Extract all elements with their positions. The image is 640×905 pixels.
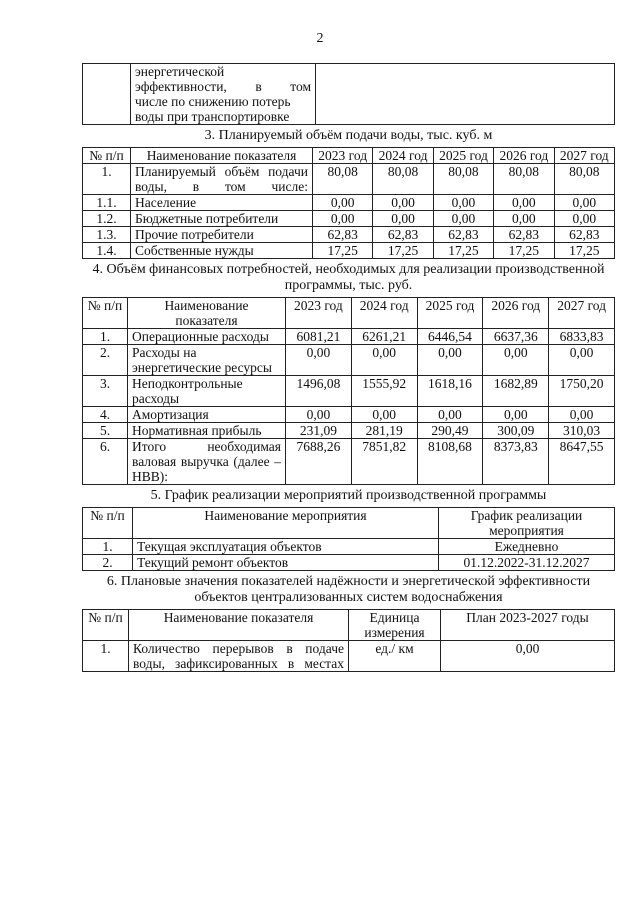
row-number: 1.1. [83, 195, 131, 211]
value-cell: 62,83 [433, 227, 493, 243]
table-row [83, 407, 615, 423]
value-cell: 0,00 [417, 407, 483, 423]
column-header: Единица измерения [349, 610, 441, 641]
table-row [83, 539, 615, 555]
value-cell: 310,03 [549, 423, 615, 439]
value-cell: 17,25 [494, 243, 554, 259]
unit-cell: ед./ км [349, 641, 441, 672]
financial-needs-table [82, 297, 615, 485]
value-cell: 300,09 [483, 423, 549, 439]
fragment-line: энергетической [135, 64, 225, 79]
water-supply-table [82, 147, 615, 259]
value-cell: 17,25 [554, 243, 614, 259]
table-row [83, 164, 615, 195]
top-fragment-table [82, 63, 615, 125]
value-cell: 6446,54 [417, 329, 483, 345]
column-header: График реализации мероприятия [439, 508, 615, 539]
value-cell: 80,08 [313, 164, 373, 195]
value-cell: 1682,89 [483, 376, 549, 407]
value-cell: 0,00 [554, 195, 614, 211]
row-number: 1. [83, 539, 133, 555]
value-cell: 0,00 [433, 211, 493, 227]
value-cell: 0,00 [441, 641, 615, 672]
row-number: 1.4. [83, 243, 131, 259]
value-cell: 6637,36 [483, 329, 549, 345]
column-header: Наименование показателя [131, 148, 313, 164]
value-cell: 290,49 [417, 423, 483, 439]
column-header: 2024 год [351, 298, 417, 329]
value-cell: 0,00 [483, 345, 549, 376]
table-row [83, 227, 615, 243]
value-cell: 0,00 [313, 211, 373, 227]
value-cell: 0,00 [433, 195, 493, 211]
column-header: Наименование показателя [129, 610, 349, 641]
section-4-title: 4. Объём финансовых потребностей, необходимых для реализации производственной программы, тыс. руб. [92, 262, 605, 293]
value-cell: 1496,08 [286, 376, 352, 407]
value-cell: 17,25 [433, 243, 493, 259]
value-cell: 80,08 [373, 164, 433, 195]
value-cell: 0,00 [313, 195, 373, 211]
value-cell: 8373,83 [483, 439, 549, 485]
row-name: Собственные нужды [131, 243, 313, 259]
column-header: 2027 год [549, 298, 615, 329]
row-name: Планируемый объём подачи воды, в том числе: [131, 164, 313, 195]
value-cell: 62,83 [373, 227, 433, 243]
reliability-table [82, 609, 615, 672]
table-row [83, 555, 615, 571]
row-name: Текущая эксплуатация объектов [133, 539, 439, 555]
row-number: 2. [83, 555, 133, 571]
value-cell: 6081,21 [286, 329, 352, 345]
value-cell: 80,08 [494, 164, 554, 195]
value-cell: 0,00 [494, 211, 554, 227]
value-cell: 0,00 [373, 195, 433, 211]
value-cell: 0,00 [554, 211, 614, 227]
value-cell: 17,25 [313, 243, 373, 259]
column-header: № п/п [83, 610, 129, 641]
value-cell: 0,00 [286, 345, 352, 376]
column-header: 2023 год [313, 148, 373, 164]
value-cell: 1555,92 [351, 376, 417, 407]
row-name: Итого необходимая валовая выручка (далее – НВВ): [128, 439, 286, 485]
row-name: Количество перерывов в подаче воды, зафиксированных в местах [129, 641, 349, 672]
value-cell: 1750,20 [549, 376, 615, 407]
value-cell: 0,00 [549, 407, 615, 423]
column-header: № п/п [83, 298, 128, 329]
value-cell: 1618,16 [417, 376, 483, 407]
value-cell: Ежедневно [439, 539, 615, 555]
value-cell: 17,25 [373, 243, 433, 259]
value-cell: 0,00 [351, 407, 417, 423]
column-header: 2025 год [433, 148, 493, 164]
header-row [83, 148, 615, 164]
header-row [83, 508, 615, 539]
row-number: 1.3. [83, 227, 131, 243]
value-cell: 0,00 [417, 345, 483, 376]
table-row [83, 423, 615, 439]
value-cell: 281,19 [351, 423, 417, 439]
section-5-title: 5. График реализации мероприятий производственной программы [150, 488, 547, 503]
row-number: 2. [83, 345, 128, 376]
section-3-title: 3. Планируемый объём подачи воды, тыс. куб. м [204, 128, 493, 143]
value-cell: 0,00 [494, 195, 554, 211]
value-cell: 80,08 [554, 164, 614, 195]
column-header: 2025 год [417, 298, 483, 329]
value-cell: 0,00 [373, 211, 433, 227]
value-cell: 62,83 [313, 227, 373, 243]
table-row [83, 345, 615, 376]
value-cell: 0,00 [286, 407, 352, 423]
value-cell: 6833,83 [549, 329, 615, 345]
column-header: Наименование мероприятия [133, 508, 439, 539]
schedule-table [82, 507, 615, 571]
fragment-line: числе по снижению потерь [135, 94, 291, 109]
column-header: 2027 год [554, 148, 614, 164]
column-header: 2023 год [286, 298, 352, 329]
value-cell: 8108,68 [417, 439, 483, 485]
row-number: 4. [83, 407, 128, 423]
row-name: Текущий ремонт объектов [133, 555, 439, 571]
value-cell: 8647,55 [549, 439, 615, 485]
table-row [83, 211, 615, 227]
row-name: Бюджетные потребители [131, 211, 313, 227]
row-name: Прочие потребители [131, 227, 313, 243]
table-row [83, 641, 615, 672]
column-header: 2024 год [373, 148, 433, 164]
value-cell: 0,00 [549, 345, 615, 376]
value-cell: 231,09 [286, 423, 352, 439]
fragment-line: воды при транспортировке [135, 109, 290, 124]
row-number: 1. [83, 164, 131, 195]
value-cell: 7688,26 [286, 439, 352, 485]
row-name: Расходы на энергетические ресурсы [128, 345, 286, 376]
value-cell: 62,83 [554, 227, 614, 243]
column-header: План 2023-2027 годы [441, 610, 615, 641]
row-number: 1. [83, 329, 128, 345]
row-number: 1.2. [83, 211, 131, 227]
header-row [83, 298, 615, 329]
row-name: Операционные расходы [128, 329, 286, 345]
row-number: 1. [83, 641, 129, 672]
value-cell: 80,08 [433, 164, 493, 195]
row-name: Амортизация [128, 407, 286, 423]
column-header: № п/п [83, 148, 131, 164]
column-header: Наименование показателя [128, 298, 286, 329]
row-number: 6. [83, 439, 128, 485]
value-cell: 01.12.2022-31.12.2027 [439, 555, 615, 571]
value-cell: 7851,82 [351, 439, 417, 485]
column-header: № п/п [83, 508, 133, 539]
table-row [83, 329, 615, 345]
column-header: 2026 год [494, 148, 554, 164]
fragment-line: эффективности, в том [135, 79, 311, 94]
row-number: 3. [83, 376, 128, 407]
section-6-title: 6. Плановые значения показателей надёжности и энергетической эффективности объектов централизованных систем водоснабжения [106, 574, 591, 605]
row-number: 5. [83, 423, 128, 439]
header-row [83, 610, 615, 641]
value-cell: 6261,21 [351, 329, 417, 345]
row-name: Нормативная прибыль [128, 423, 286, 439]
fragment-text [131, 64, 316, 125]
page-number: 2 [316, 31, 324, 46]
table-row [83, 195, 615, 211]
table-row [83, 243, 615, 259]
value-cell: 62,83 [494, 227, 554, 243]
value-cell: 0,00 [483, 407, 549, 423]
column-header: 2026 год [483, 298, 549, 329]
row-name: Население [131, 195, 313, 211]
table-row [83, 439, 615, 485]
value-cell: 0,00 [351, 345, 417, 376]
table-row [83, 376, 615, 407]
row-name: Неподконтрольные расходы [128, 376, 286, 407]
